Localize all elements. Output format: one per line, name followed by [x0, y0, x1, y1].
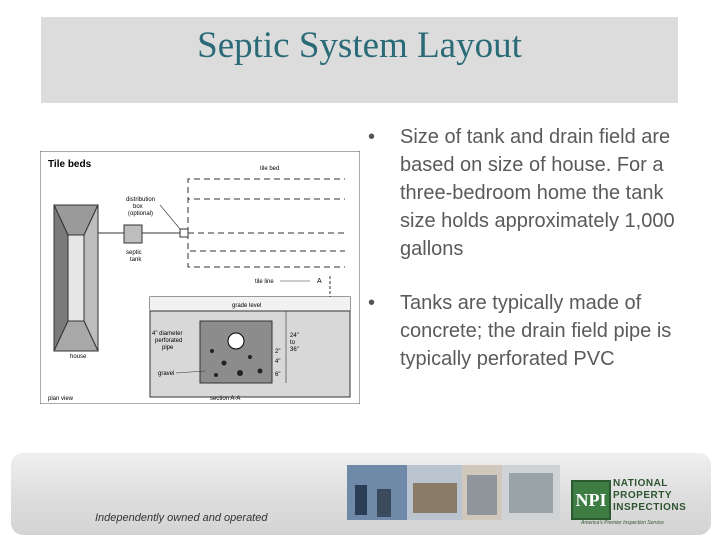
footer-note: Independently owned and operated: [95, 512, 268, 524]
bullet-text: Tanks are typically made of concrete; the drain field pipe is typically perforated PVC: [400, 292, 672, 370]
diagram-heading: Tile beds: [48, 159, 92, 170]
tile-bed-label: tile bed: [260, 166, 280, 172]
plan-view-label: plan view: [48, 396, 74, 402]
svg-text:4" diameter: 4" diameter: [152, 331, 183, 337]
perforated-pipe: [228, 333, 244, 349]
photo-strip: [347, 465, 560, 520]
gravel-label: gravel: [158, 371, 175, 377]
house-label: house: [70, 354, 87, 360]
svg-text:tank: tank: [130, 257, 142, 263]
bullet-marker: •: [368, 126, 376, 148]
distribution-box: [180, 229, 188, 237]
septic-tank: [124, 225, 142, 243]
bullet-item: [368, 123, 698, 263]
svg-text:2": 2": [275, 349, 281, 355]
svg-text:to: to: [290, 340, 296, 346]
svg-text:(optional): (optional): [128, 211, 154, 217]
septic-diagram: [40, 151, 360, 404]
bullet-marker: •: [368, 292, 376, 314]
svg-text:box: box: [133, 204, 143, 210]
bullet-item: [368, 289, 698, 373]
svg-text:perforated: perforated: [155, 338, 183, 344]
svg-text:septic: septic: [126, 250, 142, 256]
svg-text:4": 4": [275, 359, 281, 365]
svg-text:36": 36": [290, 347, 299, 353]
section-label: section A-A: [210, 396, 241, 402]
bullet-list: [368, 123, 698, 399]
svg-text:pipe: pipe: [162, 345, 174, 351]
svg-text:24": 24": [290, 333, 299, 339]
bullet-text: Size of tank and drain field are based on size of house. For a three-bedroom home the tank size holds approximately 1,000 gallons: [400, 126, 675, 260]
tile-line-label: tile line: [255, 279, 274, 285]
svg-text:distribution: distribution: [126, 197, 156, 203]
svg-text:6": 6": [275, 372, 281, 378]
npi-logo: NPI NATIONAL PROPERTY INSPECTIONS America's Premier Inspection Service: [571, 478, 703, 528]
slide-title: Septic System Layout: [197, 25, 522, 66]
npi-mark: NPI: [571, 480, 611, 520]
svg-text:A: A: [317, 278, 322, 285]
grade-level-label: grade level: [232, 303, 262, 309]
